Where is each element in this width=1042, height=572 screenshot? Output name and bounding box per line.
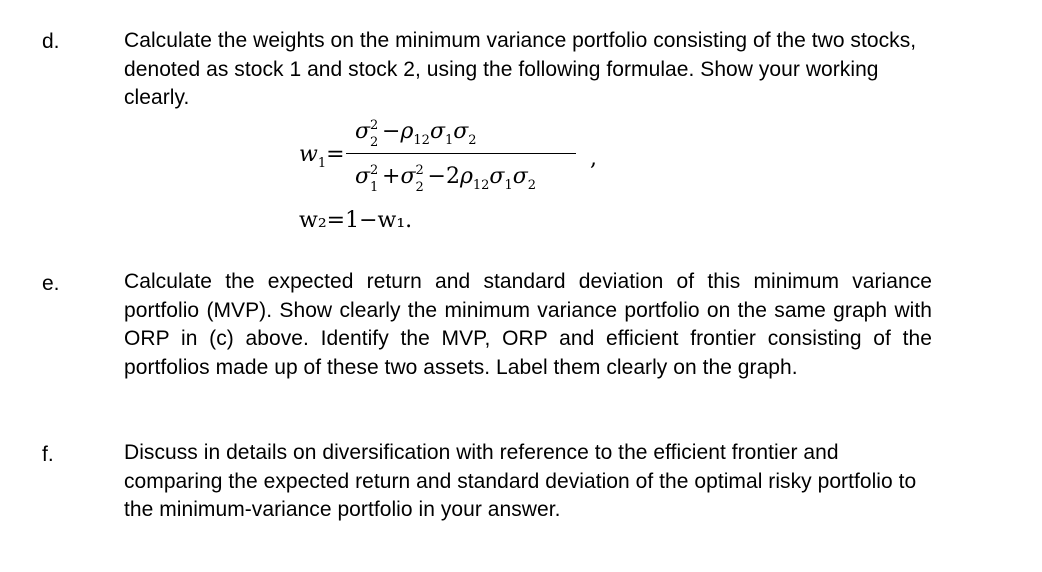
plus-sign: + bbox=[382, 164, 401, 189]
denominator-sigma2-index: 2 bbox=[415, 180, 424, 195]
sigma-symbol: σ bbox=[400, 164, 416, 189]
denominator-sigma1-index: 1 bbox=[370, 180, 379, 195]
sigma-index: 1 bbox=[504, 178, 513, 193]
denominator-square: 2 bbox=[370, 163, 379, 178]
sigma-symbol: σ bbox=[512, 164, 528, 189]
sigma-symbol: σ bbox=[489, 164, 505, 189]
sigma-index: 2 bbox=[468, 133, 477, 148]
question-text-f: Discuss in details on diversification with reference to the efficient frontier and comparing the expected return and standard deviation of the optimal risky portfolio to the minimum-variance portfolio in your answer. bbox=[124, 441, 917, 521]
question-text-d: Calculate the weights on the minimum variance portfolio consisting of the two stocks, denoted as stock 1 and stock 2, using the following formulae. Show your working clearly. bbox=[124, 29, 917, 109]
sigma-symbol: σ bbox=[453, 119, 469, 144]
rho-index: 12 bbox=[472, 178, 490, 193]
numerator-square: 2 bbox=[370, 118, 379, 133]
question-text-e: Calculate the expected return and standard deviation of this minimum variance portfolio (MVP). Show clearly the minimum variance portfolio on the same graph with ORP in (c) above. Identify the MVP, ORP and efficient frontier consisting of the portfolios made up of these two assets. Label them clearly on the graph. bbox=[124, 270, 932, 379]
formula-comma: , bbox=[590, 146, 597, 171]
sigma-symbol: σ bbox=[355, 119, 371, 144]
formula-w1-lhs bbox=[299, 141, 345, 172]
question-label-f: f. bbox=[42, 443, 54, 466]
question-label-d: d. bbox=[42, 30, 60, 53]
coefficient-two: 2 bbox=[445, 164, 460, 189]
fraction-bar bbox=[346, 153, 576, 154]
denominator-square: 2 bbox=[415, 163, 424, 178]
sigma-symbol: σ bbox=[429, 119, 445, 144]
formula-denominator bbox=[355, 163, 536, 194]
sigma-index: 1 bbox=[444, 133, 454, 148]
sigma-symbol: σ bbox=[355, 164, 371, 189]
numerator-sigma2-index: 2 bbox=[370, 135, 379, 150]
formula-numerator bbox=[355, 118, 477, 149]
question-label-e: e. bbox=[42, 272, 60, 295]
minus-sign: − bbox=[427, 164, 446, 189]
minus-sign: − bbox=[382, 119, 401, 144]
formula-w2: w₂=1−w₁. bbox=[299, 208, 413, 233]
rho-index: 12 bbox=[413, 133, 430, 148]
sigma-index: 2 bbox=[527, 178, 537, 193]
weight-symbol: w bbox=[299, 142, 318, 167]
weight-index: 1 bbox=[317, 156, 327, 171]
rho-symbol: ρ bbox=[459, 164, 473, 189]
equals-sign: = bbox=[326, 142, 345, 167]
rho-symbol: ρ bbox=[400, 119, 414, 144]
